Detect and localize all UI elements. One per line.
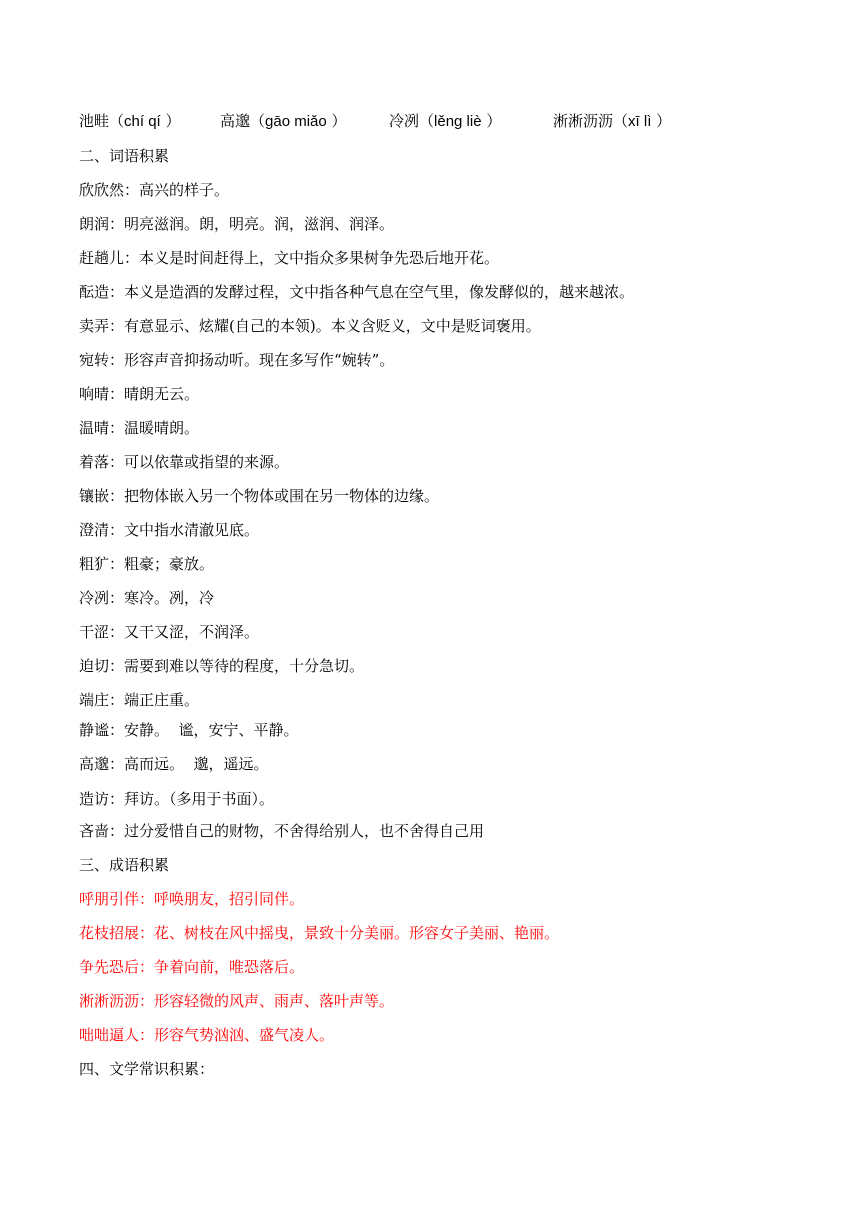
pinyin-close-paren: ） — [481, 112, 502, 130]
vocab-entry: 赶趟儿：本义是时间赶得上，文中指众多果树争先恐后地开花。 — [79, 249, 500, 267]
vocab-entry: 朗润：明亮滋润。朗，明亮。润，滋润、润泽。 — [79, 215, 395, 233]
pinyin-close-paren: ） — [160, 112, 181, 130]
pinyin-item — [389, 111, 501, 132]
pinyin-row — [79, 111, 779, 131]
vocab-entry: 镶嵌：把物体嵌入另一个物体或围在另一物体的边缘。 — [79, 487, 440, 505]
pinyin-close-paren: ） — [326, 112, 347, 130]
pinyin-word: 冷冽 — [389, 112, 420, 130]
vocab-entry: 迫切：需要到难以等待的程度，十分急切。 — [79, 657, 365, 675]
section-heading-vocab: 二、词语积累 — [79, 147, 170, 165]
idiom-entry: 花枝招展：花、树枝在风中摇曳，景致十分美丽。形容女子美丽、艳丽。 — [79, 924, 560, 942]
pinyin-word: 高邈 — [220, 112, 251, 130]
pinyin-word: 池畦 — [79, 112, 110, 130]
vocab-entry: 造访：拜访。（多用于书面）。 — [79, 790, 275, 808]
pinyin-text: chí qí — [124, 113, 161, 130]
vocab-entry: 高邈：高而远。 邈，遥远。 — [79, 755, 269, 773]
vocab-entry: 静谧：安静。 谧，安宁、平静。 — [79, 721, 299, 739]
vocab-entry: 欣欣然：高兴的样子。 — [79, 181, 230, 199]
vocab-entry: 冷冽：寒冷。冽，冷 — [79, 589, 215, 607]
vocab-entry: 着落：可以依靠或指望的来源。 — [79, 453, 290, 471]
pinyin-text: xī lì — [628, 113, 652, 130]
pinyin-item — [553, 111, 671, 132]
pinyin-item — [79, 111, 181, 132]
section-heading-literature: 四、文学常识积累： — [79, 1060, 215, 1078]
pinyin-open-paren: （ — [250, 112, 266, 130]
pinyin-close-paren: ） — [651, 112, 672, 130]
vocab-entry: 卖弄：有意显示、炫耀(自己的本领)。本义含贬义，文中是贬词褒用。 — [79, 317, 541, 335]
vocab-entry: 吝啬：过分爱惜自己的财物，不舍得给别人，也不舍得自己用 — [79, 822, 485, 840]
vocab-entry: 宛转：形容声音抑扬动听。现在多写作“婉转”。 — [79, 351, 395, 369]
pinyin-item — [220, 111, 347, 132]
pinyin-open-paren: （ — [613, 112, 629, 130]
pinyin-word: 淅淅沥沥 — [553, 112, 614, 130]
vocab-entry: 干涩：又干又涩，不润泽。 — [79, 623, 260, 641]
vocab-entry: 温晴：温暖晴朗。 — [79, 419, 200, 437]
pinyin-open-paren: （ — [109, 112, 125, 130]
idiom-entry: 呼朋引伴：呼唤朋友，招引同伴。 — [79, 890, 305, 908]
vocab-entry: 响晴：晴朗无云。 — [79, 385, 200, 403]
section-heading-idioms: 三、成语积累 — [79, 856, 170, 874]
pinyin-text: gāo miǎo — [265, 113, 327, 130]
idiom-entry: 争先恐后：争着向前，唯恐落后。 — [79, 958, 305, 976]
idiom-entry: 淅淅沥沥：形容轻微的风声、雨声、落叶声等。 — [79, 992, 395, 1010]
vocab-entry: 粗犷：粗豪；豪放。 — [79, 555, 215, 573]
vocab-entry: 酝造：本义是造酒的发酵过程，文中指各种气息在空气里，像发酵似的，越来越浓。 — [79, 283, 635, 301]
vocab-entry: 澄清：文中指水清澈见底。 — [79, 521, 260, 539]
pinyin-open-paren: （ — [419, 112, 435, 130]
pinyin-text: lěng liè — [434, 113, 482, 130]
vocab-entry: 端庄：端正庄重。 — [79, 691, 200, 709]
idiom-entry: 咄咄逼人：形容气势汹汹、盛气凌人。 — [79, 1026, 335, 1044]
